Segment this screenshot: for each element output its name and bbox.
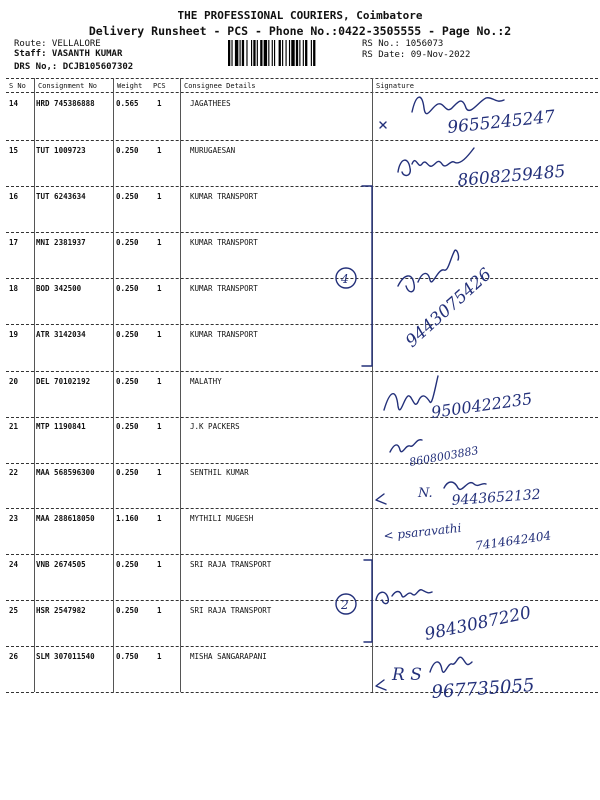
- row-sno: 23: [9, 514, 19, 523]
- barcode-bar: [274, 40, 275, 66]
- row-weight: 0.250: [116, 284, 139, 293]
- drs-number: DRS No,: DCJB105607302: [14, 62, 134, 72]
- signature-phone: 7414642404: [474, 528, 553, 553]
- barcode-bar: [251, 40, 252, 66]
- row-consignment: ATR 3142034: [36, 330, 86, 339]
- col-consignment-header: Consignment No: [38, 82, 98, 90]
- group-bracket: [362, 186, 372, 366]
- col-consignee-header: Consignee Details: [184, 82, 256, 90]
- signature-scribble: [444, 482, 486, 489]
- signature-phone: 9655245247: [446, 106, 557, 138]
- company-title: THE PROFESSIONAL COURIERS, Coimbatore: [177, 9, 423, 22]
- row-pcs: 1: [157, 468, 162, 477]
- row-consignment: SLM 307011540: [36, 652, 95, 661]
- row-consignee: SRI RAJA TRANSPORT: [190, 560, 272, 569]
- signature-phone: 967735055: [430, 674, 536, 703]
- row-pcs: 1: [157, 652, 162, 661]
- row-consignee: SRI RAJA TRANSPORT: [190, 606, 272, 615]
- row-divider: [6, 508, 598, 509]
- row-sno: 19: [9, 330, 19, 339]
- header-rule: [6, 92, 598, 93]
- row-consignee: JAGATHEES: [190, 99, 231, 108]
- row-weight: 0.250: [116, 560, 139, 569]
- row-divider: [6, 186, 598, 187]
- row-divider: [6, 646, 598, 647]
- row-consignee: J.K PACKERS: [190, 422, 240, 431]
- row-pcs: 1: [157, 377, 162, 386]
- row-consignee: KUMAR TRANSPORT: [190, 284, 258, 293]
- barcode-bar: [296, 40, 298, 66]
- row-weight: 0.250: [116, 422, 139, 431]
- row-pcs: 1: [157, 192, 162, 201]
- barcode-bar: [264, 40, 267, 66]
- barcode-bar: [240, 40, 241, 66]
- signature-scribble: [376, 590, 432, 604]
- row-consignment: MAA 288618050: [36, 514, 95, 523]
- row-sno: 21: [9, 422, 19, 431]
- column-rule: [34, 78, 35, 692]
- signature-name: N.: [418, 486, 433, 501]
- row-divider: [6, 600, 598, 601]
- signature-phone: 8608003883: [408, 443, 480, 469]
- row-pcs: 1: [157, 284, 162, 293]
- row-consignment: MNI 2381937: [36, 238, 86, 247]
- row-weight: 0.565: [116, 99, 139, 108]
- row-weight: 0.250: [116, 606, 139, 615]
- signature-name: < psaravathi: [382, 520, 462, 543]
- row-divider: [6, 554, 598, 555]
- row-consignee: KUMAR TRANSPORT: [190, 330, 258, 339]
- row-consignment: MTP 1190841: [36, 422, 86, 431]
- row-sno: 16: [9, 192, 19, 201]
- row-divider: [6, 463, 598, 464]
- row-consignment: TUT 1009723: [36, 146, 86, 155]
- barcode-bar: [291, 40, 294, 66]
- row-divider: [6, 371, 598, 372]
- row-consignment: BOD 342500: [36, 284, 82, 293]
- barcode-bar: [289, 40, 290, 66]
- barcode-bar: [286, 40, 287, 66]
- barcode-bar: [272, 40, 273, 66]
- barcode-bar: [228, 40, 230, 66]
- runsheet-title: Delivery Runsheet - PCS - Phone No.:0422-3505555 - Page No.:2: [88, 24, 512, 38]
- row-pcs: 1: [157, 146, 162, 155]
- row-sno: 15: [9, 146, 19, 155]
- signature-scribble: [384, 376, 438, 410]
- route-label: Route: VELLALORE: [14, 39, 101, 49]
- row-sno: 20: [9, 377, 19, 386]
- row-consignee: KUMAR TRANSPORT: [190, 192, 258, 201]
- col-sno-header: S No: [9, 82, 26, 90]
- signature-phone: 9843087220: [422, 602, 533, 645]
- col-signature-header: Signature: [376, 82, 414, 90]
- row-sno: 17: [9, 238, 19, 247]
- signature-scribble: [430, 657, 472, 672]
- barcode-bar: [235, 40, 238, 66]
- column-rule: [372, 78, 373, 692]
- signature-scribble: [376, 680, 386, 690]
- row-consignment: HSR 2547982: [36, 606, 86, 615]
- row-pcs: 1: [157, 560, 162, 569]
- row-divider: [6, 140, 598, 141]
- row-weight: 0.250: [116, 146, 139, 155]
- row-pcs: 1: [157, 514, 162, 523]
- group-mark: 4: [341, 272, 349, 286]
- row-divider: [6, 417, 598, 418]
- group-mark-circle: [336, 594, 356, 614]
- row-divider: [6, 324, 598, 325]
- row-consignment: TUT 6243634: [36, 192, 86, 201]
- signature-scribble: [398, 148, 474, 175]
- row-weight: 0.250: [116, 238, 139, 247]
- table-top-rule: [6, 78, 598, 79]
- barcode-bar: [299, 40, 300, 66]
- table-bottom-rule: [6, 692, 598, 693]
- signature-phone: 9500422235: [429, 388, 534, 422]
- signature-scribble: [380, 122, 386, 128]
- rs-date: RS Date: 09-Nov-2022: [362, 50, 471, 60]
- row-consignee: KUMAR TRANSPORT: [190, 238, 258, 247]
- col-pcs-header: PCS: [153, 82, 166, 90]
- barcode-bar: [231, 40, 232, 66]
- col-weight-header: Weight: [117, 82, 143, 90]
- rs-number: RS No.: 1056073: [362, 39, 444, 49]
- row-pcs: 1: [157, 330, 162, 339]
- row-pcs: 1: [157, 99, 162, 108]
- column-rule: [180, 78, 181, 692]
- row-divider: [6, 278, 598, 279]
- row-pcs: 1: [157, 238, 162, 247]
- barcode-bar: [303, 40, 304, 66]
- row-sno: 25: [9, 606, 19, 615]
- barcode-bar: [279, 40, 281, 66]
- barcode-bar: [313, 40, 315, 66]
- row-divider: [6, 232, 598, 233]
- row-pcs: 1: [157, 606, 162, 615]
- row-consignment: DEL 70102192: [36, 377, 91, 386]
- barcode-bar: [246, 40, 247, 66]
- barcode-image: [228, 40, 354, 66]
- row-weight: 1.160: [116, 514, 139, 523]
- barcode-bar: [268, 40, 269, 66]
- signature-scribble: [390, 440, 422, 452]
- row-weight: 0.750: [116, 652, 139, 661]
- signature-scribble: [412, 97, 504, 114]
- row-sno: 14: [9, 99, 19, 108]
- row-consignment: MAA 568596300: [36, 468, 95, 477]
- barcode-bar: [305, 40, 307, 66]
- row-pcs: 1: [157, 422, 162, 431]
- barcode-bar: [282, 40, 283, 66]
- row-weight: 0.250: [116, 330, 139, 339]
- barcode-bar: [242, 40, 244, 66]
- group-bracket: [364, 560, 372, 642]
- row-consignment: HRD 745386888: [36, 99, 95, 108]
- row-sno: 22: [9, 468, 19, 477]
- row-consignee: MURUGAESAN: [190, 146, 236, 155]
- column-rule: [113, 78, 114, 692]
- row-weight: 0.250: [116, 377, 139, 386]
- row-weight: 0.250: [116, 468, 139, 477]
- signature-phone: 9443075426: [401, 264, 496, 352]
- signature-name: R S: [392, 665, 422, 685]
- row-consignee: MISHA SANGARAPANI: [190, 652, 267, 661]
- barcode-bar: [257, 40, 258, 66]
- row-consignee: SENTHIL KUMAR: [190, 468, 249, 477]
- barcode-bar: [253, 40, 255, 66]
- row-sno: 26: [9, 652, 19, 661]
- signature-phone: 9443652132: [451, 486, 542, 509]
- row-sno: 18: [9, 284, 19, 293]
- row-weight: 0.250: [116, 192, 139, 201]
- row-consignee: MALATHY: [190, 377, 222, 386]
- signature-phone: 8608259485: [456, 161, 567, 191]
- row-consignment: VNB 2674505: [36, 560, 86, 569]
- staff-label: Staff: VASANTH KUMAR: [14, 49, 123, 59]
- signature-scribble: [398, 250, 459, 292]
- row-sno: 24: [9, 560, 19, 569]
- signature-scribble: [376, 494, 386, 504]
- group-mark: 2: [341, 598, 349, 612]
- barcode-bar: [311, 40, 312, 66]
- row-consignee: MYTHILI MUGESH: [190, 514, 254, 523]
- barcode-bar: [260, 40, 262, 66]
